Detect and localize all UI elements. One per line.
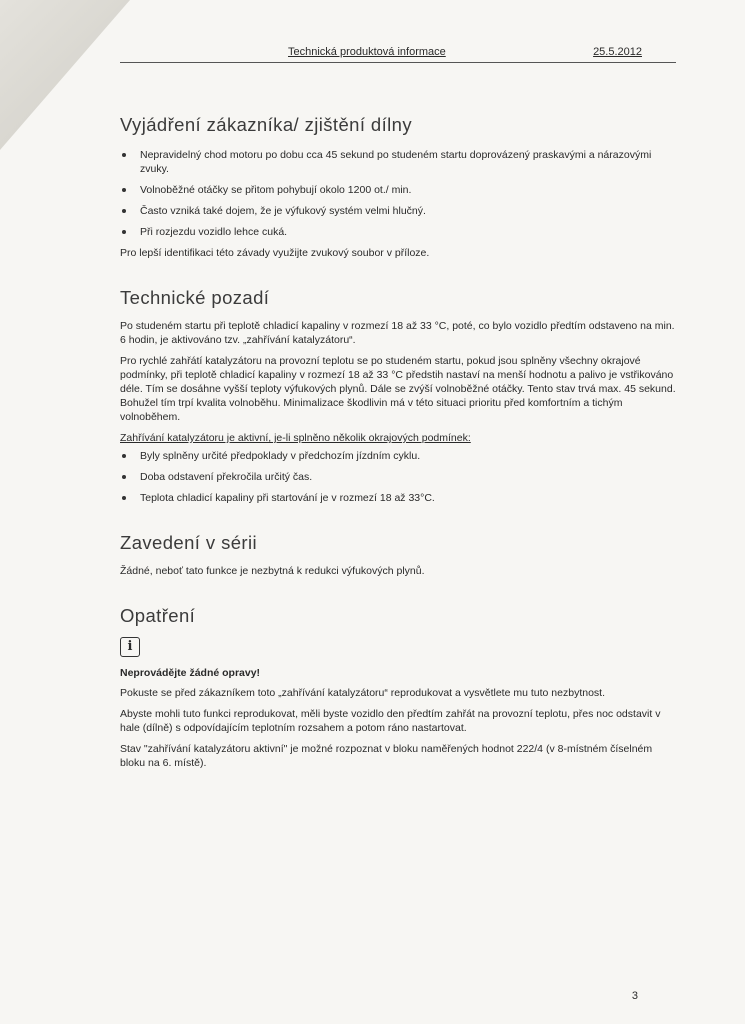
warning-text: Neprovádějte žádné opravy! xyxy=(120,667,261,679)
customer-bullet-list xyxy=(120,148,680,239)
technical-paragraph-2: Pro rychlé zahřátí katalyzátoru na provozní teplotu se po studeném startu, pokud jsou splněny všechny okrajové podmínky, při teplotě chladicí kapaliny v rozmezí 18 až 33 °C předstih nastaví na menší hodnotu a palivo je vstřikováno déle. Tím se dosáhne vyšší teploty výfukových plynů. Dále se zvýší volnoběžné otáčky. Tento stav trvá max. 45 sekund. Bohužel tím trpí kvalita volnoběhu. Minimalizace škodlivin má v této situaci prioritu před komfortním a tichým volnoběhem. xyxy=(120,355,676,423)
list-item: Při rozjezdu vozidlo lehce cuká. xyxy=(120,225,680,239)
heading-technical: Technické pozadí xyxy=(120,287,270,308)
measures-paragraph-1: Pokuste se před zákazníkem toto „zahřívání katalyzátoru“ reprodukovat a vysvětlete mu tuto nezbytnost. xyxy=(120,687,605,699)
heading-series: Zavedení v sérii xyxy=(120,532,257,553)
list-item: Nepravidelný chod motoru po dobu cca 45 sekund po studeném startu doprovázený praskavými a nárazovými zvuky. xyxy=(120,148,680,176)
technical-paragraph-1: Po studeném startu při teplotě chladicí kapaliny v rozmezí 18 až 33 °C, poté, co bylo vozidlo předtím odstaveno na min. 6 hodin, je aktivováno tzv. „zahřívání katalyzátoru“. xyxy=(120,320,675,346)
header-title: Technická produktová informace xyxy=(288,46,446,58)
list-item: Doba odstavení překročila určitý čas. xyxy=(120,470,680,484)
header-date: 25.5.2012 xyxy=(593,46,642,58)
conditions-list xyxy=(120,449,680,505)
heading-measures: Opatření xyxy=(120,605,196,626)
page-number: 3 xyxy=(631,990,638,1002)
measures-paragraph-2: Abyste mohli tuto funkci reprodukovat, měli byste vozidlo den předtím zahřát na provozní teplotu, přes noc odstavit v hale (dílně) s odpovídajícím teplotním rozsahem a potom ráno nastartovat. xyxy=(120,708,661,734)
measures-paragraph-3: Stav "zahřívání katalyzátoru aktivní" je možné rozpoznat v bloku naměřených hodnot 222/4 (v 8-místném číselném bloku na 6. místě). xyxy=(120,743,653,769)
page-corner-fold xyxy=(0,0,130,150)
list-item: Teplota chladicí kapaliny při startování je v rozmezí 18 až 33°C. xyxy=(120,491,680,505)
series-text: Žádné, neboť tato funkce je nezbytná k redukci výfukových plynů. xyxy=(120,565,425,577)
conditions-title: Zahřívání katalyzátoru je aktivní, je-li splněno několik okrajových podmínek: xyxy=(120,432,471,444)
document-body xyxy=(120,114,680,777)
customer-note: Pro lepší identifikaci této závady využijte zvukový soubor v příloze. xyxy=(120,247,430,259)
list-item: Volnoběžné otáčky se přitom pohybují okolo 1200 ot./ min. xyxy=(120,183,680,197)
heading-customer: Vyjádření zákazníka/ zjištění dílny xyxy=(120,114,412,135)
list-item: Často vzniká také dojem, že je výfukový systém velmi hlučný. xyxy=(120,204,680,218)
document-header xyxy=(120,46,676,63)
list-item: Byly splněny určité předpoklady v předchozím jízdním cyklu. xyxy=(120,449,680,463)
info-icon: i xyxy=(120,637,140,657)
